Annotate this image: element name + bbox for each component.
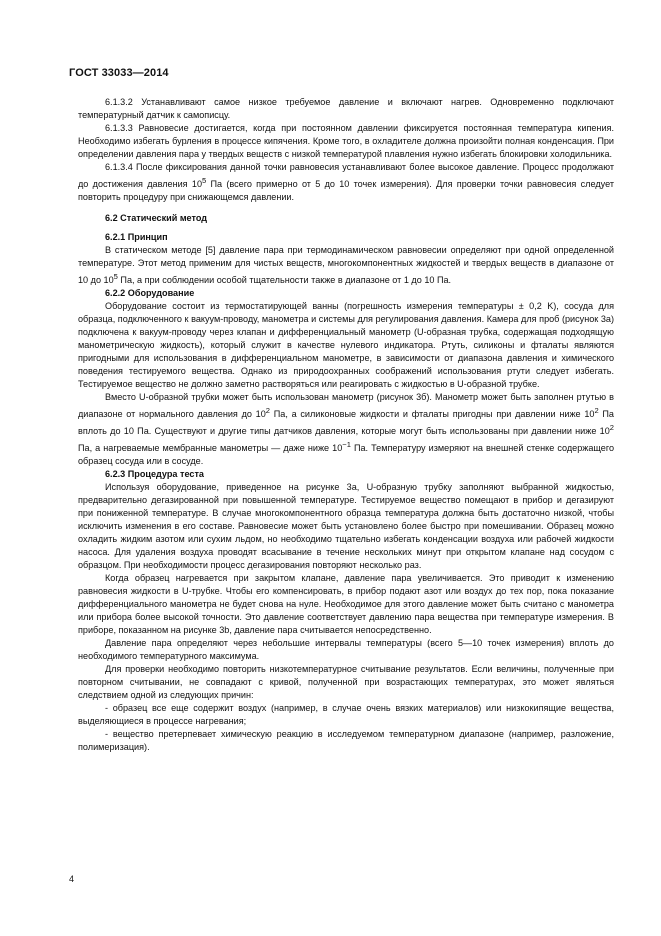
paragraph-6-2-3-setup: Используя оборудование, приведенное на рисунке 3а, U-образную трубку заполняют выбранной жидкостью, предварительно дегазированной при повышенной температуре. Тестируемое вещество помещают в прибор и дегазируют при пониженной температуре. В случае многокомпонентного образца температура должна быть достаточно низкой, чтобы исключить изменения в его составе. Равновесие может быть установлено более быстро при помешивании. Образец можно охладить жидким азотом или сухим льдом, но необходимо тщательно избегать конденсации воздуха или рабочей жидкости насоса. Для удаления воздуха проводят всасывание в течение нескольких минут при открытом клапане над сосудом с образцом. При необходимости процесс дегазирования повторяют несколько раз. [78,482,614,571]
document-header: ГОСТ 33033—2014 [69,67,169,79]
paragraph-6-1-3-4: 6.1.3.4 После фиксирования данной точки равновесия устанавливают более высокое давление. Процесс продолжают до достижения давления $10^5$ Па (всего примерно от 5 до 10 точек измерения). Для проверки точки равновесия следует повторить процедуру при снижающемся давлении. [78,162,614,203]
paragraph-6-2-3-intervals: Давление пара определяют через небольшие интервалы температуры (всего 5—10 точек измерения) вплоть до необходимого температурного максимума. [78,638,614,662]
section-heading-6-2-2: 6.2.2 Оборудование [105,288,195,299]
document-body [78,96,614,754]
paragraph-6-2-3-heating: Когда образец нагревается при закрытом клапане, давление пара увеличивается. Это приводит к изменению равновесия жидкости в U-трубке. Чтобы его компенсировать, в прибор подают азот или воздух до тех пор, пока показание дифференциального манометра не будет снова на нуле. Необходимое для этого давление может быть считано с манометра или прибора более высокой точности. Это давление соответствует давлению пара вещества при температуре измерения. В приборе, показанном на рисунке 3b, давление пара считывается непосредственно. [78,573,614,636]
paragraph-6-2-2-equipment: Оборудование состоит из термостатирующей ванны (погрешность измерения температуры ± 0,2 K), сосуда для образца, подключенного к вакуум-проводу, манометра и системы для регулирования давления. Камера для проб (рисунок 3а) подключена к вакуум-проводу через клапан и дифференциальный манометр (U-образная трубка, содержащая подходящую манометрическую жидкость), который служит в качестве нулевого индикатора. Ртуть, силиконы и фталаты являются пригодными для использования в дифференциальном манометре, в зависимости от диапазона давления и химического поведения тестируемого вещества. Однако из природоохранных соображений использования ртути следует избегать. Тестируемое вещество не должно заметно растворяться или реагировать с жидкостью в U-образной трубке. [78,301,614,390]
paragraph-6-1-3-3: 6.1.3.3 Равновесие достигается, когда при постоянном давлении фиксируется постоянная температура кипения. Необходимо избегать бурления в процессе кипячения. Кроме того, в охладителе должна произойти полная конденсация. При определении давления пара у твердых веществ с низкой температурой плавления нужно избегать блокировки холодильника. [78,123,614,159]
paragraph-6-2-2-manometer: Вместо U-образной трубки может быть использован манометр (рисунок 3б). Манометр может быть заполнен ртутью в диапазоне от нормального давления до $10^2$ Па, а силиконовые жидкости и фталаты пригодны при давлении ниже $10^2$ Па вплоть до 10 Па. Существуют и другие типы датчиков давления, которые могут быть использованы при давлении ниже $10^2$ Па, а нагреваемые мембранные манометры — даже ниже $10^{-1}$ Па. Температуру измеряют на внешней стенке содержащего образец сосуда или в сосуде. [78,392,614,467]
paragraph-6-2-3-verification: Для проверки необходимо повторить низкотемпературное считывание результатов. Если величины, полученные при повторном считывании, не совпадают с кривой, полученной при возрастающих температурах, это может являться следствием одной из следующих причин: [78,664,614,701]
paragraph-6-2-1: В статическом методе [5] давление пара при термодинамическом равновесии определяют при одной определенной температуре. Этот метод применим для чистых веществ, многокомпонентных жидкостей и твердых веществ в диапазоне от 10 до $10^5$ Па, а при соблюдении особой тщательности также в диапазоне от 1 до 10 Па. [78,245,614,286]
section-heading-6-2: 6.2 Статический метод [105,213,208,224]
section-heading-6-2-1: 6.2.1 Принцип [105,232,168,243]
section-heading-6-2-3: 6.2.3 Процедура теста [105,469,204,480]
paragraph-6-1-3-2: 6.1.3.2 Устанавливают самое низкое требуемое давление и включают нагрев. Одновременно подключают температурный датчик к самописцу. [78,97,614,120]
list-item: - образец все еще содержит воздух (например, в случае очень вязких материалов) или низкокипящие вещества, выделяющиеся в процессе нагревания; [78,703,614,727]
page-number: 4 [69,874,75,884]
list-item: - вещество претерпевает химическую реакцию в исследуемом температурном диапазоне (например, разложение, полимеризация). [78,729,614,753]
